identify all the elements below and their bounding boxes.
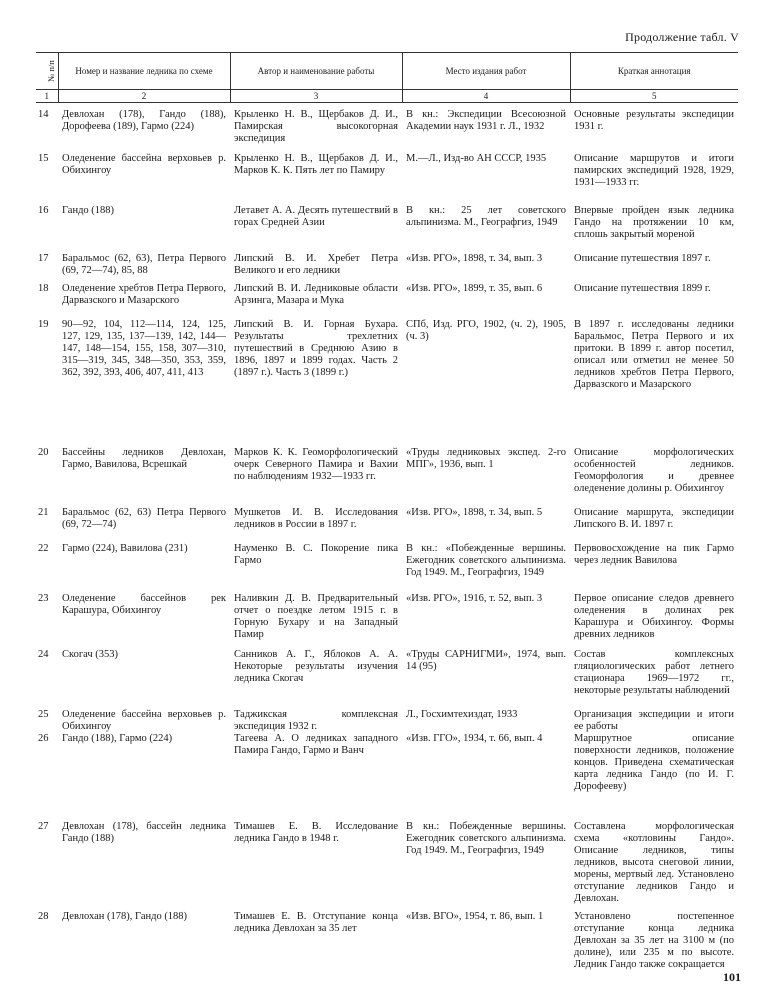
publication-place-cell: «Изв. РГО», 1898, т. 34, вып. 5 xyxy=(406,506,543,518)
summary-cell: В 1897 г. исследованы ледники Баральмос, Петра Первого и их притоки. В 1899 г. автор посетил, описал или отметил не менее 50 ледников хребтов Петра Первого, Дарвазского и Мазарского xyxy=(574,318,734,390)
publication-place-cell: Л., Госхимтехиздат, 1933 xyxy=(406,708,518,720)
publication-place-cell: М.—Л., Изд-во АН СССР, 1935 xyxy=(406,152,547,164)
glacier-name-cell: Оледенение бассейна верховьев р. Обихингоу xyxy=(62,152,226,176)
row-number: 17 xyxy=(38,252,49,264)
table-row xyxy=(36,319,738,447)
table-continuation-label: Продолжение табл. V xyxy=(625,30,739,44)
table-row xyxy=(36,447,738,507)
summary-cell: Организация экспедиции и итоги ее работы xyxy=(574,708,734,732)
glacier-name-cell: 90—92, 104, 112—114, 124, 125, 127, 129, 135, 137—139, 142, 144—147, 148—154, 155, 158, 307—310, 315—319, 345, 348—350, 353, 359, 362, 392, 393, 406, 407, 411, 413 xyxy=(62,318,226,378)
author-work-cell: Тимашев Е. В. Отступание конца ледника Девлохан за 35 лет xyxy=(234,910,398,934)
table-row xyxy=(36,205,738,253)
author-work-cell: Таджикская комплексная экспедиция 1932 г. xyxy=(234,708,398,732)
table-row xyxy=(36,911,738,997)
row-number: 23 xyxy=(38,592,49,604)
author-work-cell: Летавет А. А. Десять путешествий в горах Средней Азии xyxy=(234,204,398,228)
publication-place-cell: В кн.: Побежденные вершины. Ежегодник советского альпинизма. Год 1949. М., Географгиз, 1949 xyxy=(406,820,566,856)
col-header-num: № п/п xyxy=(36,53,58,90)
row-number: 25 xyxy=(38,708,49,720)
summary-cell: Состав комплексных гляциологических работ летнего стационара 1969—1972 гг., некоторые результаты наблюдений xyxy=(574,648,734,696)
summary-cell: Основные результаты экспедиции 1931 г. xyxy=(574,109,734,132)
author-work-cell: Мушкетов И. В. Исследования ледников в России в 1897 г. xyxy=(234,506,398,530)
col-number-1: 1 xyxy=(36,90,58,103)
author-work-cell: Крыленко Н. В., Щербаков Д. И., Марков К. К. Пять лет по Памиру xyxy=(234,152,398,176)
row-number: 26 xyxy=(38,732,49,744)
glacier-name-cell: Бассейны ледников Девлохан, Гармо, Вавилова, Всрешкай xyxy=(62,446,226,470)
author-work-cell: Тагеева А. О ледниках западного Памира Гандо, Гармо и Ванч xyxy=(234,732,398,756)
author-work-cell: Крыленко Н. В., Щербаков Д. И., Памирская высокогорная экспедиция xyxy=(234,109,398,144)
table-row xyxy=(36,593,738,649)
row-number: 20 xyxy=(38,446,49,458)
author-work-cell: Липский В. И. Хребет Петра Великого и его ледники xyxy=(234,252,398,276)
summary-cell: Описание маршрута, экспедиции Липского В. И. 1897 г. xyxy=(574,506,734,530)
publication-place-cell: «Труды САРНИГМИ», 1974, вып. 14 (95) xyxy=(406,648,566,672)
row-number: 22 xyxy=(38,542,49,554)
row-number: 28 xyxy=(38,910,49,922)
author-work-cell: Липский В. И. Ледниковые области Арзинга, Мазара и Мука xyxy=(234,282,398,306)
row-number: 19 xyxy=(38,318,49,330)
summary-cell: Описание путешествия 1899 г. xyxy=(574,282,711,294)
glacier-name-cell: Гандо (188), Гармо (224) xyxy=(62,732,173,744)
page-number: 101 xyxy=(723,970,741,984)
author-work-cell: Наливкин Д. В. Предварительный отчет о поездке летом 1915 г. в Горную Бухару и на Западный Памир xyxy=(234,592,398,640)
summary-cell: Установлено постепенное отступание конца ледника Девлохан за 35 лет на 3100 м (по долине), или 235 м по высоте. Ледник Гандо также сокращается xyxy=(574,910,734,970)
table-row xyxy=(36,733,738,821)
summary-cell: Описание морфологических особенностей ледников. Геоморфология и древнее оледенение долины р. Обихингоу xyxy=(574,446,734,494)
glacier-name-cell: Гармо (224), Вавилова (231) xyxy=(62,542,188,554)
col-header-glacier: Номер и название ледника по схеме xyxy=(58,53,230,90)
publication-place-cell: В кн.: 25 лет советского альпинизма. М., Географгиз, 1949 xyxy=(406,204,566,228)
publication-place-cell: «Изв. РГО», 1899, т. 35, вып. 6 xyxy=(406,282,543,294)
glacier-name-cell: Девлохан (178), бассейн ледника Гандо (188) xyxy=(62,820,226,844)
table-row xyxy=(36,507,738,543)
summary-cell: Составлена морфологическая схема «котловины Гандо». Описание ледников, типы ледников, высота снеговой линии, морены, мертвый лед. Установлено отступание ледников Гандо и Девлохан. xyxy=(574,820,734,904)
author-work-cell: Марков К. К. Геоморфологический очерк Северного Памира и Вахии по наблюдениям 1932—1933 гг. xyxy=(234,446,398,482)
summary-cell: Описание маршрутов и итоги памирских экспедиций 1928, 1929, 1931—1933 гг. xyxy=(574,152,734,188)
publication-place-cell: «Труды ледниковых экспед. 2-го МПГ», 1936, вып. 1 xyxy=(406,446,566,470)
row-number: 14 xyxy=(38,109,49,120)
publication-place-cell: СПб, Изд. РГО, 1902, (ч. 2), 1905, (ч. 3) xyxy=(406,318,566,342)
col-header-author: Автор и наименование работы xyxy=(230,53,402,90)
table-row xyxy=(36,103,738,153)
col-number-4: 4 xyxy=(402,90,570,103)
col-number-5: 5 xyxy=(570,90,738,103)
row-number: 18 xyxy=(38,282,49,294)
table-row xyxy=(36,153,738,205)
col-header-summary: Краткая аннотация xyxy=(570,53,738,90)
table-row xyxy=(36,543,738,593)
row-number: 15 xyxy=(38,152,49,164)
author-work-cell: Науменко В. С. Покорение пика Гармо xyxy=(234,542,398,566)
table-row xyxy=(36,649,738,709)
row-number: 24 xyxy=(38,648,49,660)
col-header-place: Место издания работ xyxy=(402,53,570,90)
summary-cell: Впервые пройден язык ледника Гандо на протяжении 10 км, сплошь закрытый мореной xyxy=(574,204,734,240)
table-row xyxy=(36,283,738,319)
row-number: 27 xyxy=(38,820,49,832)
summary-cell: Маршрутное описание поверхности ледников, положение концов. Приведена схематическая карта ледника Гандо (по И. Г. Дорофееву) xyxy=(574,732,734,792)
summary-cell: Первое описание следов древнего оледенения в долинах рек Карашура и Обихингоу. Формы древних ледников xyxy=(574,592,734,640)
publication-place-cell: В кн.: «Побежденные вершины. Ежегодник советского альпинизма. Год 1949. М., Географгиз, 1949 xyxy=(406,542,566,578)
glacier-name-cell: Оледенение бассейнов рек Карашура, Обихингоу xyxy=(62,592,226,616)
publication-place-cell: В кн.: Экспедиции Всесоюзной Академии наук 1931 г. Л., 1932 xyxy=(406,109,566,132)
summary-cell: Первовосхождение на пик Гармо через ледник Вавилова xyxy=(574,542,734,566)
glacier-name-cell: Баральмос (62, 63), Петра Первого (69, 72—74), 85, 88 xyxy=(62,252,226,276)
glacier-name-cell: Оледенение хребтов Петра Первого, Дарвазского и Мазарского xyxy=(62,282,226,306)
summary-cell: Описание путешествия 1897 г. xyxy=(574,252,711,264)
publication-place-cell: «Изв. ГГО», 1934, т. 66, вып. 4 xyxy=(406,732,543,744)
author-work-cell: Санников А. Г., Яблоков А. А. Некоторые результаты изучения ледника Скогач xyxy=(234,648,398,684)
glacier-name-cell: Девлохан (178), Гандо (188), Дорофеева (189), Гармо (224) xyxy=(62,109,226,132)
publication-place-cell: «Изв. РГО», 1916, т. 52, вып. 3 xyxy=(406,592,543,604)
author-work-cell: Липский В. И. Горная Бухара. Результаты трехлетних путешествий в Среднюю Азию в 1896, 1897 и 1899 годах. Часть 2 (1897 г.). Часть 3 (1899 г.) xyxy=(234,318,398,378)
table-row xyxy=(36,821,738,911)
glacier-name-cell: Баральмос (62, 63) Петра Первого (69, 72—74) xyxy=(62,506,226,530)
table-row xyxy=(36,253,738,283)
row-number: 21 xyxy=(38,506,49,518)
col-number-3: 3 xyxy=(230,90,402,103)
glacier-name-cell: Гандо (188) xyxy=(62,204,115,216)
table-row xyxy=(36,709,738,733)
row-number: 16 xyxy=(38,204,49,216)
publication-place-cell: «Изв. ВГО», 1954, т. 86, вып. 1 xyxy=(406,910,544,922)
glacier-name-cell: Оледенение бассейна верховьев р. Обихингоу xyxy=(62,708,226,732)
col-number-2: 2 xyxy=(58,90,230,103)
glacier-name-cell: Девлохан (178), Гандо (188) xyxy=(62,910,188,922)
author-work-cell: Тимашев Е. В. Исследование ледника Гандо в 1948 г. xyxy=(234,820,398,844)
bibliography-table xyxy=(36,52,738,997)
glacier-name-cell: Скогач (353) xyxy=(62,648,119,660)
publication-place-cell: «Изв. РГО», 1898, т. 34, вып. 3 xyxy=(406,252,543,264)
